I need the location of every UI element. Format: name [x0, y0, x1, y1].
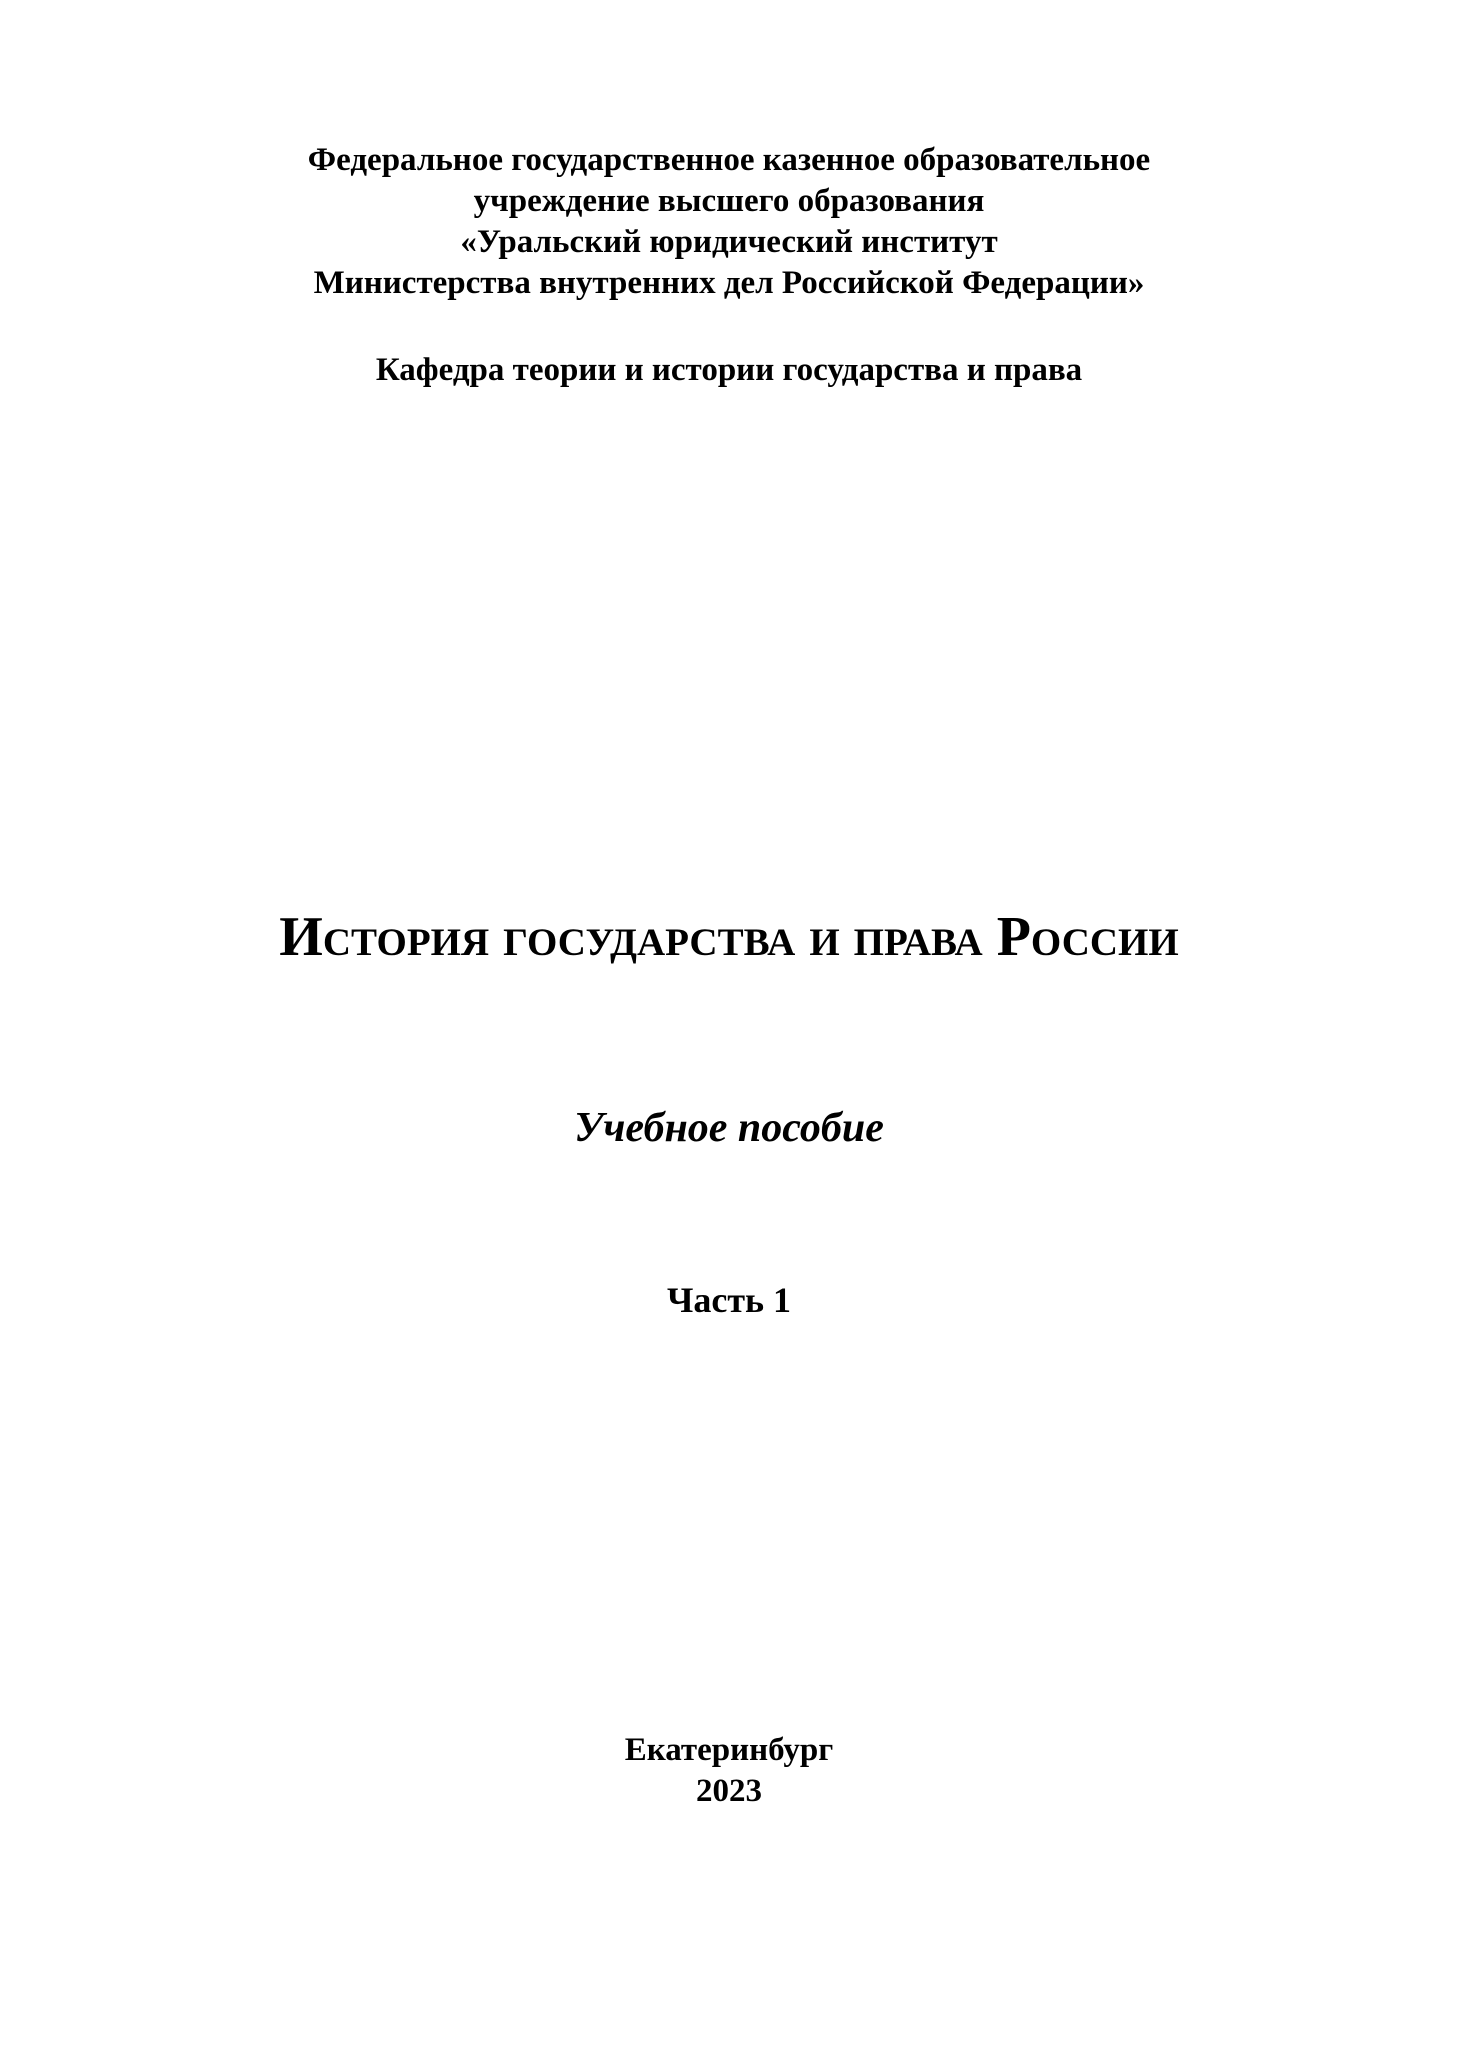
- institution-line: Федеральное государственное казенное образовательное: [307, 142, 1151, 178]
- institution-block: [0, 140, 1458, 304]
- imprint-city: Екатеринбург: [624, 1732, 834, 1768]
- institution-line: учреждение высшего образования: [473, 183, 985, 219]
- department-name: Кафедра теории и истории государства и права: [375, 352, 1083, 388]
- book-type: Учебное пособие: [574, 1105, 884, 1151]
- imprint-block: [0, 1730, 1458, 1812]
- imprint-year: 2023: [696, 1773, 762, 1809]
- book-title: История государства и права России: [279, 906, 1179, 968]
- book-part: Часть 1: [666, 1280, 792, 1320]
- institution-line: «Уральский юридический институт: [460, 224, 998, 260]
- institution-line: Министерства внутренних дел Российской Федерации»: [313, 265, 1145, 301]
